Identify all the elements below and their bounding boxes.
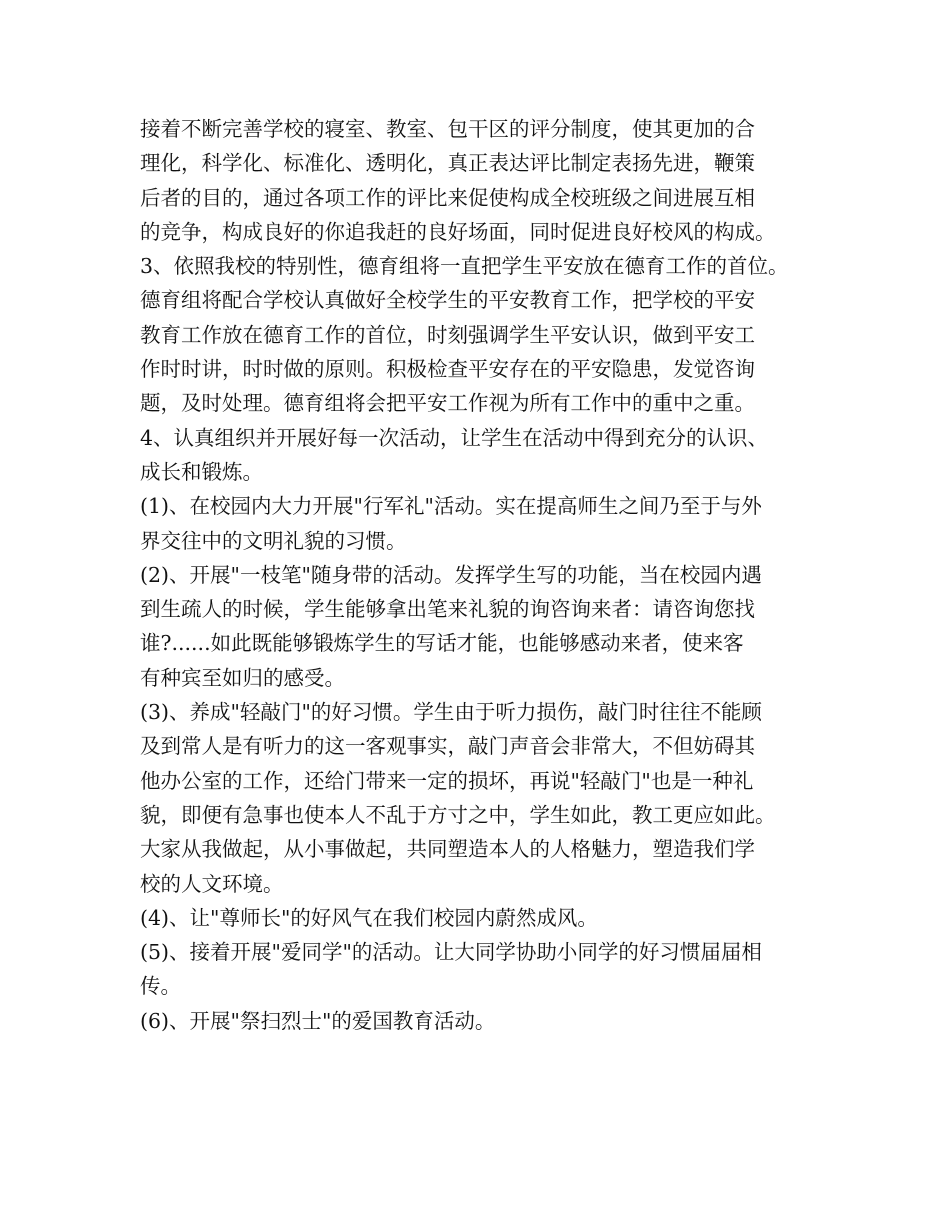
text-line: 作时时讲，时时做的原则。积极检查平安存在的平安隐患，发觉咨询	[140, 357, 755, 382]
text-line: (2)、开展"一枝笔"随身带的活动。发挥学生写的功能，当在校园内遇	[140, 562, 762, 587]
text-line: 谁?......如此既能够锻炼学生的写话才能，也能够感动来者，使来客	[140, 631, 744, 656]
text-line: (1)、在校园内大力开展"行军礼"活动。实在提高师生之间乃至于与外	[140, 494, 762, 519]
text-line: 有种宾至如归的感受。	[140, 665, 345, 690]
text-line: (6)、开展"祭扫烈士"的爱国教育活动。	[140, 1008, 496, 1033]
text-line: 校的人文环境。	[140, 871, 284, 896]
text-line: 教育工作放在德育工作的首位，时刻强调学生平安认识，做到平安工	[140, 322, 755, 347]
text-line: 题，及时处理。德育组将会把平安工作视为所有工作中的重中之重。	[140, 391, 755, 416]
text-line: 的竞争，构成良好的你追我赶的良好场面，同时促进良好校风的构成。	[140, 219, 776, 244]
text-line: (5)、接着开展"爱同学"的活动。让大同学协助小同学的好习惯届届相	[140, 940, 762, 965]
text-line: 德育组将配合学校认真做好全校学生的平安教育工作，把学校的平安	[140, 288, 755, 313]
text-line: 及到常人是有听力的这一客观事实，敲门声音会非常大，不但妨碍其	[140, 734, 755, 759]
text-line: 貌，即便有急事也使本人不乱于方寸之中，学生如此，教工更应如此。	[140, 802, 776, 827]
text-line: 3、依照我校的特别性，德育组将一直把学生平安放在德育工作的首位。	[140, 254, 789, 279]
text-line: (4)、让"尊师长"的好风气在我们校园内蔚然成风。	[140, 905, 598, 930]
text-line: (3)、养成"轻敲门"的好习惯。学生由于听力损伤，敲门时往往不能顾	[140, 700, 762, 725]
text-line: 后者的目的，通过各项工作的评比来促使构成全校班级之间进展互相	[140, 185, 755, 210]
text-line: 传。	[140, 974, 181, 999]
document-body	[140, 112, 820, 1038]
text-line: 大家从我做起，从小事做起，共同塑造本人的人格魅力，塑造我们学	[140, 837, 755, 862]
text-line: 理化，科学化、标准化、透明化，真正表达评比制定表扬先进，鞭策	[140, 151, 755, 176]
text-line: 4、认真组织并开展好每一次活动，让学生在活动中得到充分的认识、	[140, 425, 769, 450]
text-line: 他办公室的工作，还给门带来一定的损坏，再说"轻敲门"也是一种礼	[140, 768, 754, 793]
text-line: 到生疏人的时候，学生能够拿出笔来礼貌的询咨询来者：请咨询您找	[140, 597, 755, 622]
text-line: 接着不断完善学校的寝室、教室、包干区的评分制度，使其更加的合	[140, 117, 755, 141]
text-line: 界交往中的文明礼貌的习惯。	[140, 528, 407, 553]
text-line: 成长和锻炼。	[140, 459, 263, 484]
